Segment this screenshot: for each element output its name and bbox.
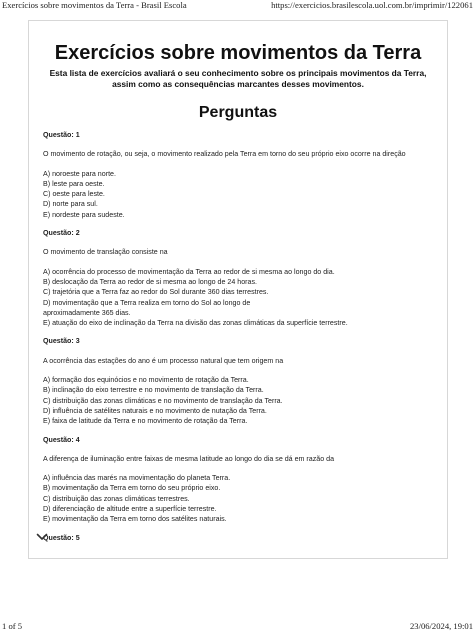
question-4 [43,435,433,525]
option-b: B) inclinação do eixo terrestre e no movimento de translação da Terra. [43,386,264,395]
print-header [0,0,474,12]
print-header-title: Exercícios sobre movimentos da Terra - Brasil Escola [2,0,187,10]
option-b: B) movimentação da Terra em torno do seu próprio eixo. [43,484,221,493]
question-2 [43,228,433,328]
option-b: B) deslocação da Terra ao redor de si mesma ao longo de 24 horas. [43,277,257,286]
expand-chevron-button[interactable] [28,527,56,547]
question-options [43,473,433,524]
option-e: E) atuação do eixo de inclinação da Terra na divisão das zonas climáticas da superfície terrestre. [43,319,348,328]
question-text: O movimento de rotação, ou seja, o movimento realizado pela Terra em torno do seu próprio eixo ocorre na direção [43,150,406,159]
question-options [43,267,433,329]
option-d: D) movimentação que a Terra realiza em torno do Sol ao longo de aproximadamente 365 dias. [43,298,251,317]
question-text: A diferença de iluminação entre faixas de mesma latitude ao longo do dia se dá em razão da [43,454,335,463]
question-text: A ocorrência das estações do ano é um processo natural que tem origem na [43,356,284,365]
chevron-down-icon [36,533,48,541]
question-1 [43,130,433,220]
page-counter: 1 of 5 [2,621,23,631]
question-label: Questão: 2 [43,229,80,238]
option-c: C) distribuição das zonas climáticas terrestres. [43,494,190,503]
document-title: Exercícios sobre movimentos da Terra [54,42,422,64]
option-e: E) faixa de latitude da Terra e no movimento de rotação da Terra. [43,417,248,426]
option-a: A) noroeste para norte. [43,169,116,178]
print-header-url[interactable]: https://exercicios.brasilescola.uol.com.br/imprimir/122061 [271,0,473,10]
option-a: A) ocorrência do processo de movimentação da Terra ao redor de si mesma ao longo do dia. [43,267,335,276]
question-label: Questão: 1 [43,131,80,139]
option-b: B) leste para oeste. [43,179,105,188]
question-5 [43,533,433,543]
document-page [28,20,448,559]
question-label: Questão: 3 [43,337,80,346]
option-c: C) trajetória que a Terra faz ao redor do Sol durante 360 dias terrestres. [43,288,269,297]
option-a: A) influência das marés na movimentação do planeta Terra. [43,474,231,483]
question-label: Questão: 4 [43,435,80,444]
document-subtitle: Esta lista de exercícios avaliará o seu conhecimento sobre os principais movimentos da Terra, assim como as consequências marcantes desses movimentos. [49,68,427,89]
option-e: E) movimentação da Terra em torno dos satélites naturais. [43,515,227,524]
option-c: C) distribuição das zonas climáticas e no movimento de translação da Terra. [43,396,283,405]
print-timestamp: 23/06/2024, 19:01 [409,621,473,631]
section-heading: Perguntas [198,104,278,121]
print-footer [0,621,474,632]
option-d: D) influência de satélites naturais e no movimento de nutação da Terra. [43,406,267,415]
option-d: D) norte para sul. [43,200,98,209]
option-e: E) nordeste para sudeste. [43,210,125,219]
option-c: C) oeste para leste. [43,190,105,199]
document-content [43,41,433,552]
question-options [43,375,433,426]
question-text: O movimento de translação consiste na [43,248,168,257]
question-label: Questão: 5 [43,533,80,542]
option-a: A) formação dos equinócios e no movimento de rotação da Terra. [43,376,249,385]
question-options [43,169,433,220]
question-3 [43,336,433,426]
option-d: D) diferenciação de altitude entre a superfície terrestre. [43,505,217,514]
